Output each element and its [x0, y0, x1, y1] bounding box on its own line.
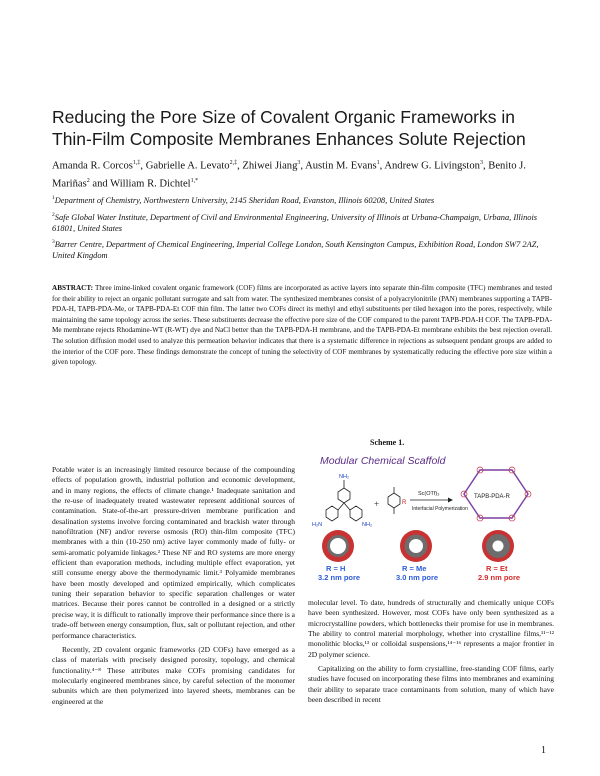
- pore-r-label: R = Me: [402, 564, 427, 573]
- pore-size-label: 3.0 nm pore: [396, 573, 439, 582]
- author-affiliation-mark: 3: [297, 160, 301, 166]
- affiliation-text: Barrer Centre, Department of Chemical Engineering, Imperial College London, South Kensington Campus, Exhibition Road, London SW7 2AZ, United Kingdom: [52, 239, 539, 261]
- author-affiliation-mark: 1,‡: [132, 160, 141, 166]
- scheme-label: Scheme 1.: [370, 438, 405, 447]
- body-paragraph: Potable water is an increasingly limited resource because of the compounding effects of population growth, industrial pollution and economic development, and in many regions, the effects of climate change.¹ Inadequate sanitation and the re-use of inadequately treated wastewater represent additional sources of contamination. State-of-the-art pressure-driven membrane purification and desalination systems involve forcing contaminated and brackish water through nanofiltration (NF) and/or reverse osmosis (RO) thin-film composite (TFC) membranes with a thin (10-250 nm) active layer commonly made of fully- or semi-aromatic polyamide linkages.² These NF and RO systems are more energy efficient than evaporation methods, including multiple effect evaporation, yet still consume energy above the thermodynamic limit.³ Polyamide membranes have been mostly developed and optimized empirically, which complicates tuning their separation behavior to specific separation challenges or water matrices. Because their pores cannot be controlled in a designed or a strictly precise way, it is difficult to rationally improve their performance since there is a trade-off between energy consumption, flux, salt or pollutant rejection, and other performance characteristics.: [52, 465, 295, 640]
- paper-title: Reducing the Pore Size of Covalent Organic Frameworks in Thin-Film Composite Membranes Enhances Solute Rejection: [52, 107, 526, 149]
- product-label: TAPB-PDA-R: [474, 494, 510, 500]
- author-separator: ,: [237, 160, 243, 172]
- pore-model-et: [482, 530, 514, 562]
- affiliation-mark: 2: [52, 212, 55, 218]
- body-paragraph: Recently, 2D covalent organic frameworks (2D COFs) have emerged as a class of materials with precisely designed porosity, topology, and chemical functionality.⁴⁻⁸ These attributes make COFs promising candidates for molecularly engineered membranes since, by careful selection of the monomer subunits which are then polymerized into layered sheets, membranes can be engineered at the: [52, 644, 295, 706]
- scheme-figure: [308, 452, 554, 582]
- author-affiliation-mark: 1: [376, 160, 380, 166]
- author-name: Austin M. Evans: [305, 160, 377, 172]
- body-paragraph: Capitalizing on the ability to form crystalline, free-standing COF films, early studies have focused on incorporating these films into membranes and examining their ability to separate trace contaminants from solution, many of which have been described in recent: [308, 664, 554, 705]
- author-name: Zhiwei Jiang: [242, 160, 298, 172]
- author-affiliation-mark: 2,‡: [229, 160, 238, 166]
- pore-r-label: R = Et: [486, 564, 508, 573]
- h2n-label: H₂N: [312, 522, 323, 528]
- process-label: Interfacial Polymerization: [412, 506, 468, 512]
- affiliation-text: Safe Global Water Institute, Department of Civil and Environmental Engineering, University of Illinois at Urbana-Champaign, Urbana, Illinois 61801, United States: [52, 212, 538, 234]
- affiliation: [52, 210, 552, 235]
- author-separator: and: [89, 178, 111, 190]
- author-affiliation-mark: 1,*: [190, 177, 199, 184]
- author-separator: ,: [300, 160, 306, 172]
- affiliation: [52, 193, 552, 206]
- author-name: William R. Dichtel: [110, 178, 191, 190]
- plus-sign: +: [374, 499, 380, 509]
- pore-model-h: [322, 530, 354, 562]
- scheme-heading: Modular Chemical Scaffold: [320, 455, 446, 467]
- author-separator: ,: [482, 160, 489, 172]
- abstract-label: ABSTRACT:: [52, 284, 94, 292]
- nh2-label: NH₂: [339, 474, 350, 480]
- pore-size-label: 3.2 nm pore: [318, 573, 361, 582]
- abstract-text: Three imine-linked covalent organic framework (COF) films are incorporated as active layers into separate thin-film composite (TFC) membranes and tested for their ability to reject an organic pollutant surrogate and salt from water. The synthesized membranes consist of a polyacrylonitrile (PAN) membranes supporting a TAPB-PDA-H, TAPB-PDA-Me, or TAPB-PDA-Et COF thin film. The latter two COFs direct its methyl and ethyl substituents per tiled hexagon into the pores, respectively, while maintaining the same topology across the series. These substituents decrease the effective pore size of the COF compared to the parent TAPB-PDA-H COF. The TAPB-PDA-Me membrane rejects Rhodamine-WT (R-WT) dye and NaCl better than the TAPB-PDA-H membrane, and the TAPB-PDA-Et membrane exhibits the best rejection overall. The solution diffusion model used to analyze this permeation behavior indicates that there is a systematic difference in rejections as subsequent pendant groups are added to the interior of the COF pore. These findings demonstrate the concept of tuning the selectivity of COF membranes by systematically reducing the effective pore size within a given topology.: [52, 284, 552, 367]
- right-column: [308, 598, 554, 705]
- r-substituent: R: [402, 500, 407, 506]
- affiliation-mark: 1: [52, 195, 55, 201]
- pore-size-label: 2.9 nm pore: [478, 573, 521, 582]
- author-name: Gabrielle A. Levato: [145, 160, 230, 172]
- affiliation-mark: 3: [52, 239, 55, 245]
- affiliation: [52, 237, 552, 262]
- pore-model-me: [400, 530, 432, 562]
- dialdehyde-monomer: [388, 487, 400, 514]
- abstract: [52, 283, 552, 368]
- author-separator: ,: [379, 160, 385, 172]
- left-column: [52, 465, 295, 707]
- catalyst-label: Sc(OTf)₃: [418, 491, 440, 497]
- nh2-label: NH₂: [362, 522, 373, 528]
- arrow-head: [448, 498, 453, 503]
- author-list: [52, 156, 552, 191]
- author-name: Amanda R. Corcos: [52, 160, 133, 172]
- author-affiliation-mark: 3: [479, 160, 483, 166]
- page-number: 1: [541, 745, 546, 756]
- pore-r-label: R = H: [326, 564, 346, 573]
- body-paragraph: molecular level. To date, hundreds of structurally and chemically unique COFs have been synthesized. However, most COFs have only been synthesized as a microcrystalline powders, which bottlenecks their promise for use in membranes. The ability to control material morphology, whether into crystalline films,¹¹⁻¹² monolithic blocks,¹³ or colloidal suspensions,¹⁴⁻¹⁶ represents a major frontier in 2D polymer science.: [308, 598, 554, 659]
- author-separator: ,: [140, 160, 146, 172]
- author-name: Andrew G. Livingston: [384, 160, 480, 172]
- author-name: Benito J. Mariñas: [52, 160, 526, 190]
- author-affiliation-mark: 2: [86, 177, 90, 184]
- triamine-monomer: [326, 480, 362, 521]
- affiliation-text: Department of Chemistry, Northwestern University, 2145 Sheridan Road, Evanston, Illinois 60208, United States: [54, 195, 435, 205]
